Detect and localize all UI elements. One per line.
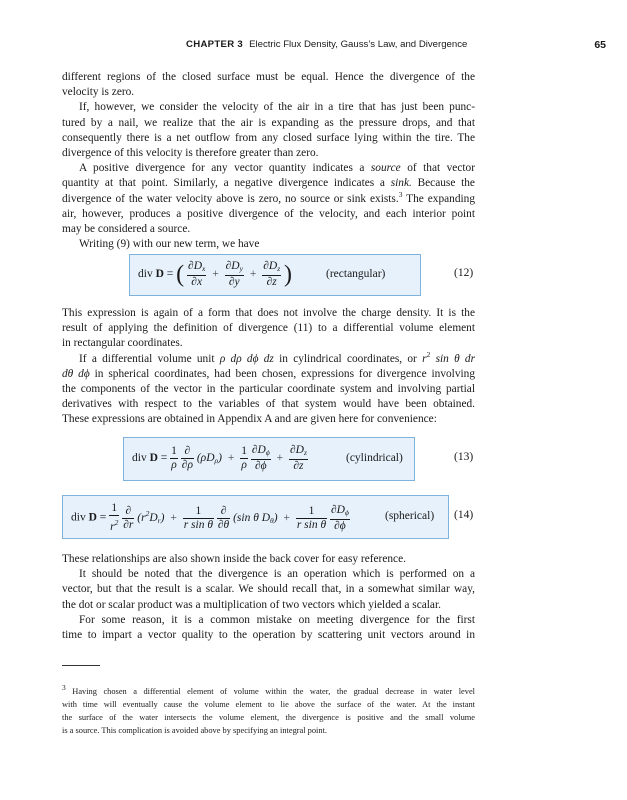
text-line: result of applying the definition of divergence (11) to a differential volume element xyxy=(62,322,475,335)
text-line: A positive divergence for any vector quantity indicates a source of that vector xyxy=(79,162,475,175)
text-line: vector, but that the result is a scalar. We should recall that, in a somewhat similar way, xyxy=(62,583,475,596)
text-line: These expressions are obtained in Appendix A and are given here for convenience: xyxy=(62,413,437,426)
text-line: velocity is zero. xyxy=(62,86,135,99)
text-line: consequently there is a net outflow from any closed surface lying within the tire. The xyxy=(62,131,475,144)
body-text-top xyxy=(62,70,475,252)
equation-13-tag: (13) xyxy=(454,451,474,463)
footnote-line: the surface of the water intersects the volume element, the divergence is positive and the small volume xyxy=(62,713,475,722)
footnote-rule xyxy=(62,665,100,666)
text-line: air, however, produces a positive divergence of the velocity, and each interior point xyxy=(62,207,475,220)
text-line: Writing (9) with our new term, we have xyxy=(79,238,260,251)
footnote-line: $^3$ Having chosen a differential element of volume within the water, the gradual decrease in water level xyxy=(62,683,476,696)
text-line: the dot or scalar product was a multiplication of two vectors which yielded a scalar. xyxy=(62,598,441,611)
text-line: This expression is again of a form that does not involve the charge density. It is the xyxy=(62,307,475,319)
equation-12-box xyxy=(129,254,421,296)
paragraph-1 xyxy=(62,70,475,100)
body-text-middle xyxy=(62,306,475,428)
footnote-ref: 3 xyxy=(398,189,403,199)
page-number: 65 xyxy=(594,39,606,51)
footnote-marker: 3 xyxy=(62,683,66,693)
equation-14: div D = $\frac{1}{r^2}$ $\frac{\partial}{\partial r}$ $(r^2D_r)$ + $\frac{1}{\text{r sin θ}}$ $\frac{\partial}{\partial\theta}$ (sin θ $D_\theta$) + $\frac{1}{\text{r sin θ}}$ $\frac{\partial D_\phi}{\partial\phi}$ xyxy=(71,502,349,533)
text-line: the components of the vector in the particular coordinate system and involving partial xyxy=(62,383,475,396)
chapter-label: CHAPTER 3 xyxy=(186,39,244,50)
text-line: derivatives with respect to the variables of that system would have been obtained. xyxy=(62,398,475,411)
text-line: in rectangular coordinates. xyxy=(62,337,183,350)
equation-13: div D = $\frac{1}{\rho}$ $\frac{\partial}{\partial\rho}$ $(\rho D_\rho)$ + $\frac{1}{\rho}$ $\frac{\partial D_\phi}{\partial\phi}$ + $\frac{\partial D_z}{\partial z}$ xyxy=(132,444,307,472)
equation-13-label: (cylindrical) xyxy=(346,452,403,464)
paragraph-9 xyxy=(62,613,475,643)
paragraph-6 xyxy=(62,349,476,428)
text-line: dθ dϕ in spherical coordinates, had been chosen, expressions for divergence involving xyxy=(62,367,476,380)
paragraph-5 xyxy=(62,306,475,352)
footnote-line: is a source. This complication is avoided above by specifying an integral point. xyxy=(62,726,327,735)
footnote xyxy=(62,685,475,737)
equation-12-tag: (12) xyxy=(454,267,474,279)
body-text-bottom xyxy=(62,552,475,643)
equation-12-label: (rectangular) xyxy=(326,268,386,280)
text-line: divergence of the water velocity above is zero, no source or sink exists.$^3$ The expanding xyxy=(62,189,475,205)
text-line: It should be noted that the divergence is an operation which is performed on a xyxy=(79,568,475,581)
text-line: quantity at that point. Similarly, a negative divergence indicates a sink. Because the xyxy=(62,177,475,190)
text-line: If a differential volume unit ρ dρ dϕ dz in cylindrical coordinates, or $r^2$ sin θ dr xyxy=(79,349,476,365)
paragraph-3 xyxy=(62,161,475,237)
paragraph-2 xyxy=(62,100,475,161)
equation-14-tag: (14) xyxy=(454,509,474,521)
term-source: source xyxy=(370,162,401,175)
paragraph-8 xyxy=(62,567,475,613)
text-line: divergence of this velocity is therefore greater than zero. xyxy=(62,147,319,160)
paragraph-7 xyxy=(62,552,475,567)
text-line: time to impart a vector quality to the operation by scattering unit vectors around in xyxy=(62,629,475,642)
footnote-line: with time will eventually cause the volume element to lie above the surface of the water. At the instant xyxy=(62,700,475,709)
text-line: For some reason, it is a common mistake on meeting divergence for the first xyxy=(79,613,475,626)
equation-14-box xyxy=(62,495,449,539)
equation-12: div D = ( $\frac{\partial D_x}{\partial x}$ + $\frac{\partial D_y}{\partial y}$ + $\frac{\partial D_z}{\partial z}$ ) xyxy=(138,260,292,288)
text-line: If, however, we consider the velocity of the air in a tire that has just been punc- xyxy=(79,101,475,114)
equation-13-box xyxy=(123,437,415,481)
text-line: different regions of the closed surface must be equal. Hence the divergence of the xyxy=(62,71,475,83)
text-line: These relationships are also shown inside the back cover for easy reference. xyxy=(62,553,406,565)
term-sink: sink. xyxy=(390,177,412,190)
paragraph-4 xyxy=(62,237,475,252)
text-line: may be considered a source. xyxy=(62,223,191,236)
equation-14-label: (spherical) xyxy=(385,510,435,522)
chapter-title: Electric Flux Density, Gauss’s Law, and Divergence xyxy=(249,39,468,50)
text-line: tured by a nail, we realize that the air is expanding as the pressure drops, and that xyxy=(62,116,475,129)
running-head xyxy=(186,39,606,53)
